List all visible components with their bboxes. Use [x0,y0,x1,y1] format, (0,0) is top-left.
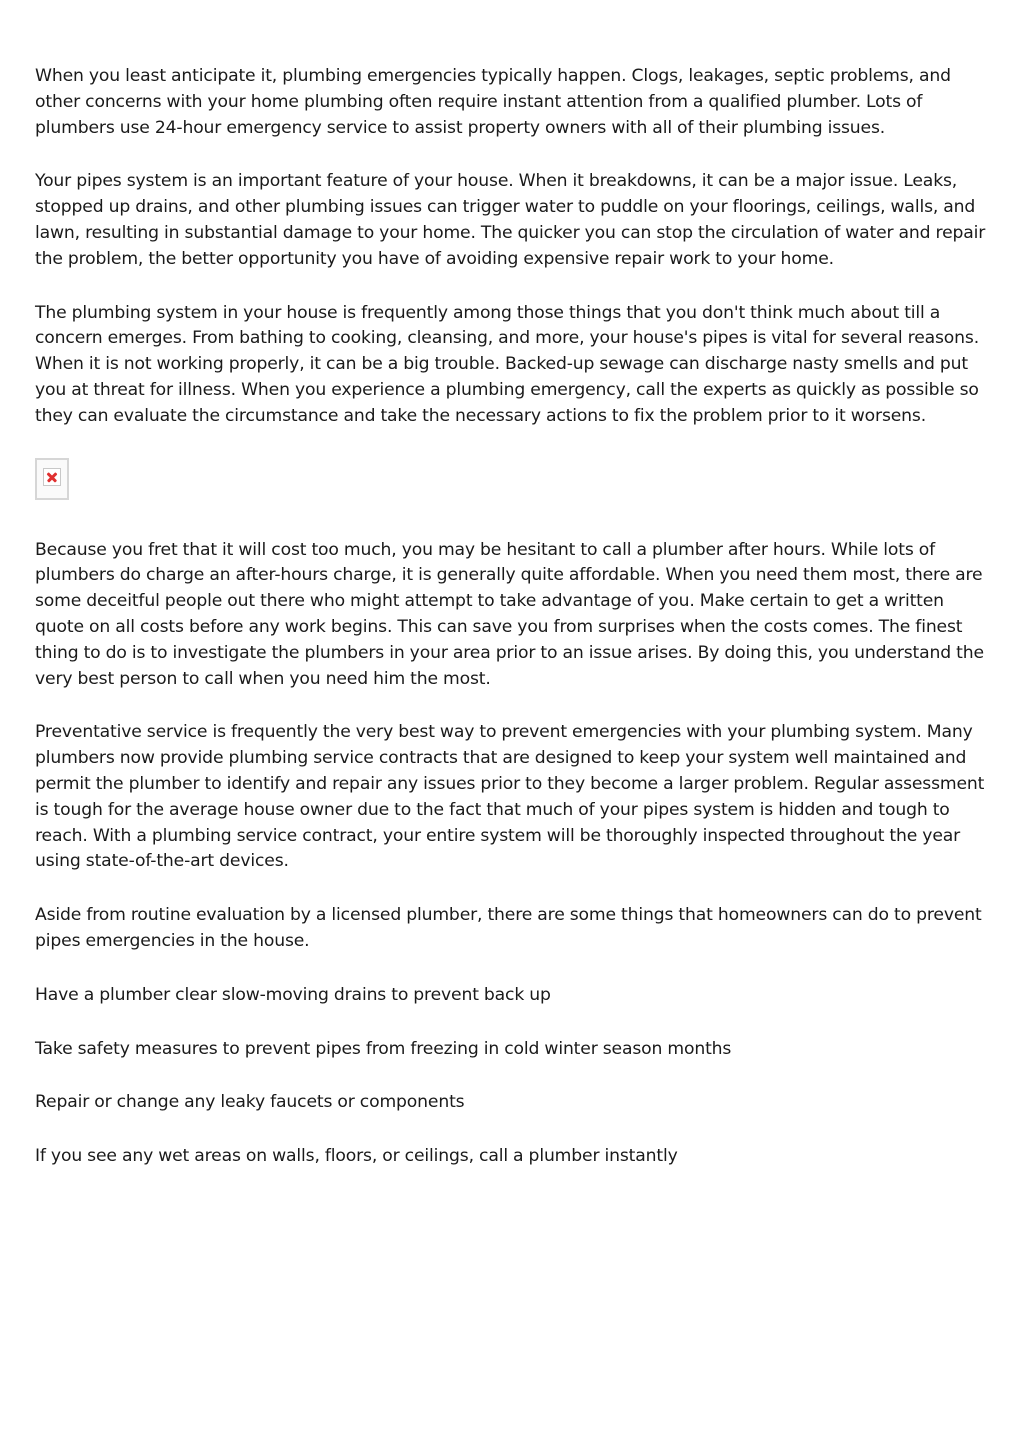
paragraph-4: Because you fret that it will cost too much, you may be hesitant to call a plumber after hours. While lots of plumbers do charge an after-hours charge, it is generally quite affordable. When you need them most, there are some deceitful people out there who might attempt to take advantage of you. Make certain to get a written quote on all costs before any work begins. This can save you from surprises when the costs comes. The finest thing to do is to investigate the plumbers in your area prior to an issue arises. By doing this, you understand the very best person to call when you need him the most. [35,539,984,689]
tip-item-2: Take safety measures to prevent pipes from freezing in cold winter season months [35,1038,732,1059]
paragraph-3: The plumbing system in your house is frequently among those things that you don't think much about till a concern emerges. From bathing to cooking, cleansing, and more, your house's pipes is vital for several reasons. When it is not working properly, it can be a big trouble. Backed-up sewage can discharge nasty smells and put you at threat for illness. When you experience a plumbing emergency, call the experts as quickly as possible so they can evaluate the circumstance and take the necessary actions to fix the problem prior to it worsens. [35,302,980,426]
paragraph-2: Your pipes system is an important feature of your house. When it breakdowns, it can be a major issue. Leaks, stopped up drains, and other plumbing issues can trigger water to puddle on your floorings, ceilings, walls, and lawn, resulting in substantial damage to your home. The quicker you can stop the circulation of water and repair the problem, the better opportunity you have of avoiding expensive repair work to your home. [35,171,986,269]
paragraph-6: Aside from routine evaluation by a licensed plumber, there are some things that homeowners can do to prevent pipes emergencies in the house. [35,905,982,951]
tip-item-1: Have a plumber clear slow-moving drains to prevent back up [35,984,551,1005]
paragraph-5: Preventative service is frequently the very best way to prevent emergencies with your plumbing system. Many plumbers now provide plumbing service contracts that are designed to keep your system well maintained and permit the plumber to identify and repair any issues prior to they become a larger problem. Regular assessment is tough for the average house owner due to the fact that much of your pipes system is hidden and tough to reach. With a plumbing service contract, your entire system will be thoroughly inspected throughout the year using state-of-the-art devices. [35,722,985,872]
document-body [35,64,995,1198]
tip-item-3: Repair or change any leaky faucets or components [35,1092,465,1113]
broken-image-icon [43,468,61,486]
tip-item-4: If you see any wet areas on walls, floors, or ceilings, call a plumber instantly [35,1146,678,1167]
paragraph-1: When you least anticipate it, plumbing emergencies typically happen. Clogs, leakages, septic problems, and other concerns with your home plumbing often require instant attention from a qualified plumber. Lots of plumbers use 24-hour emergency service to assist property owners with all of their plumbing issues. [35,66,951,138]
broken-image-placeholder [35,458,69,500]
